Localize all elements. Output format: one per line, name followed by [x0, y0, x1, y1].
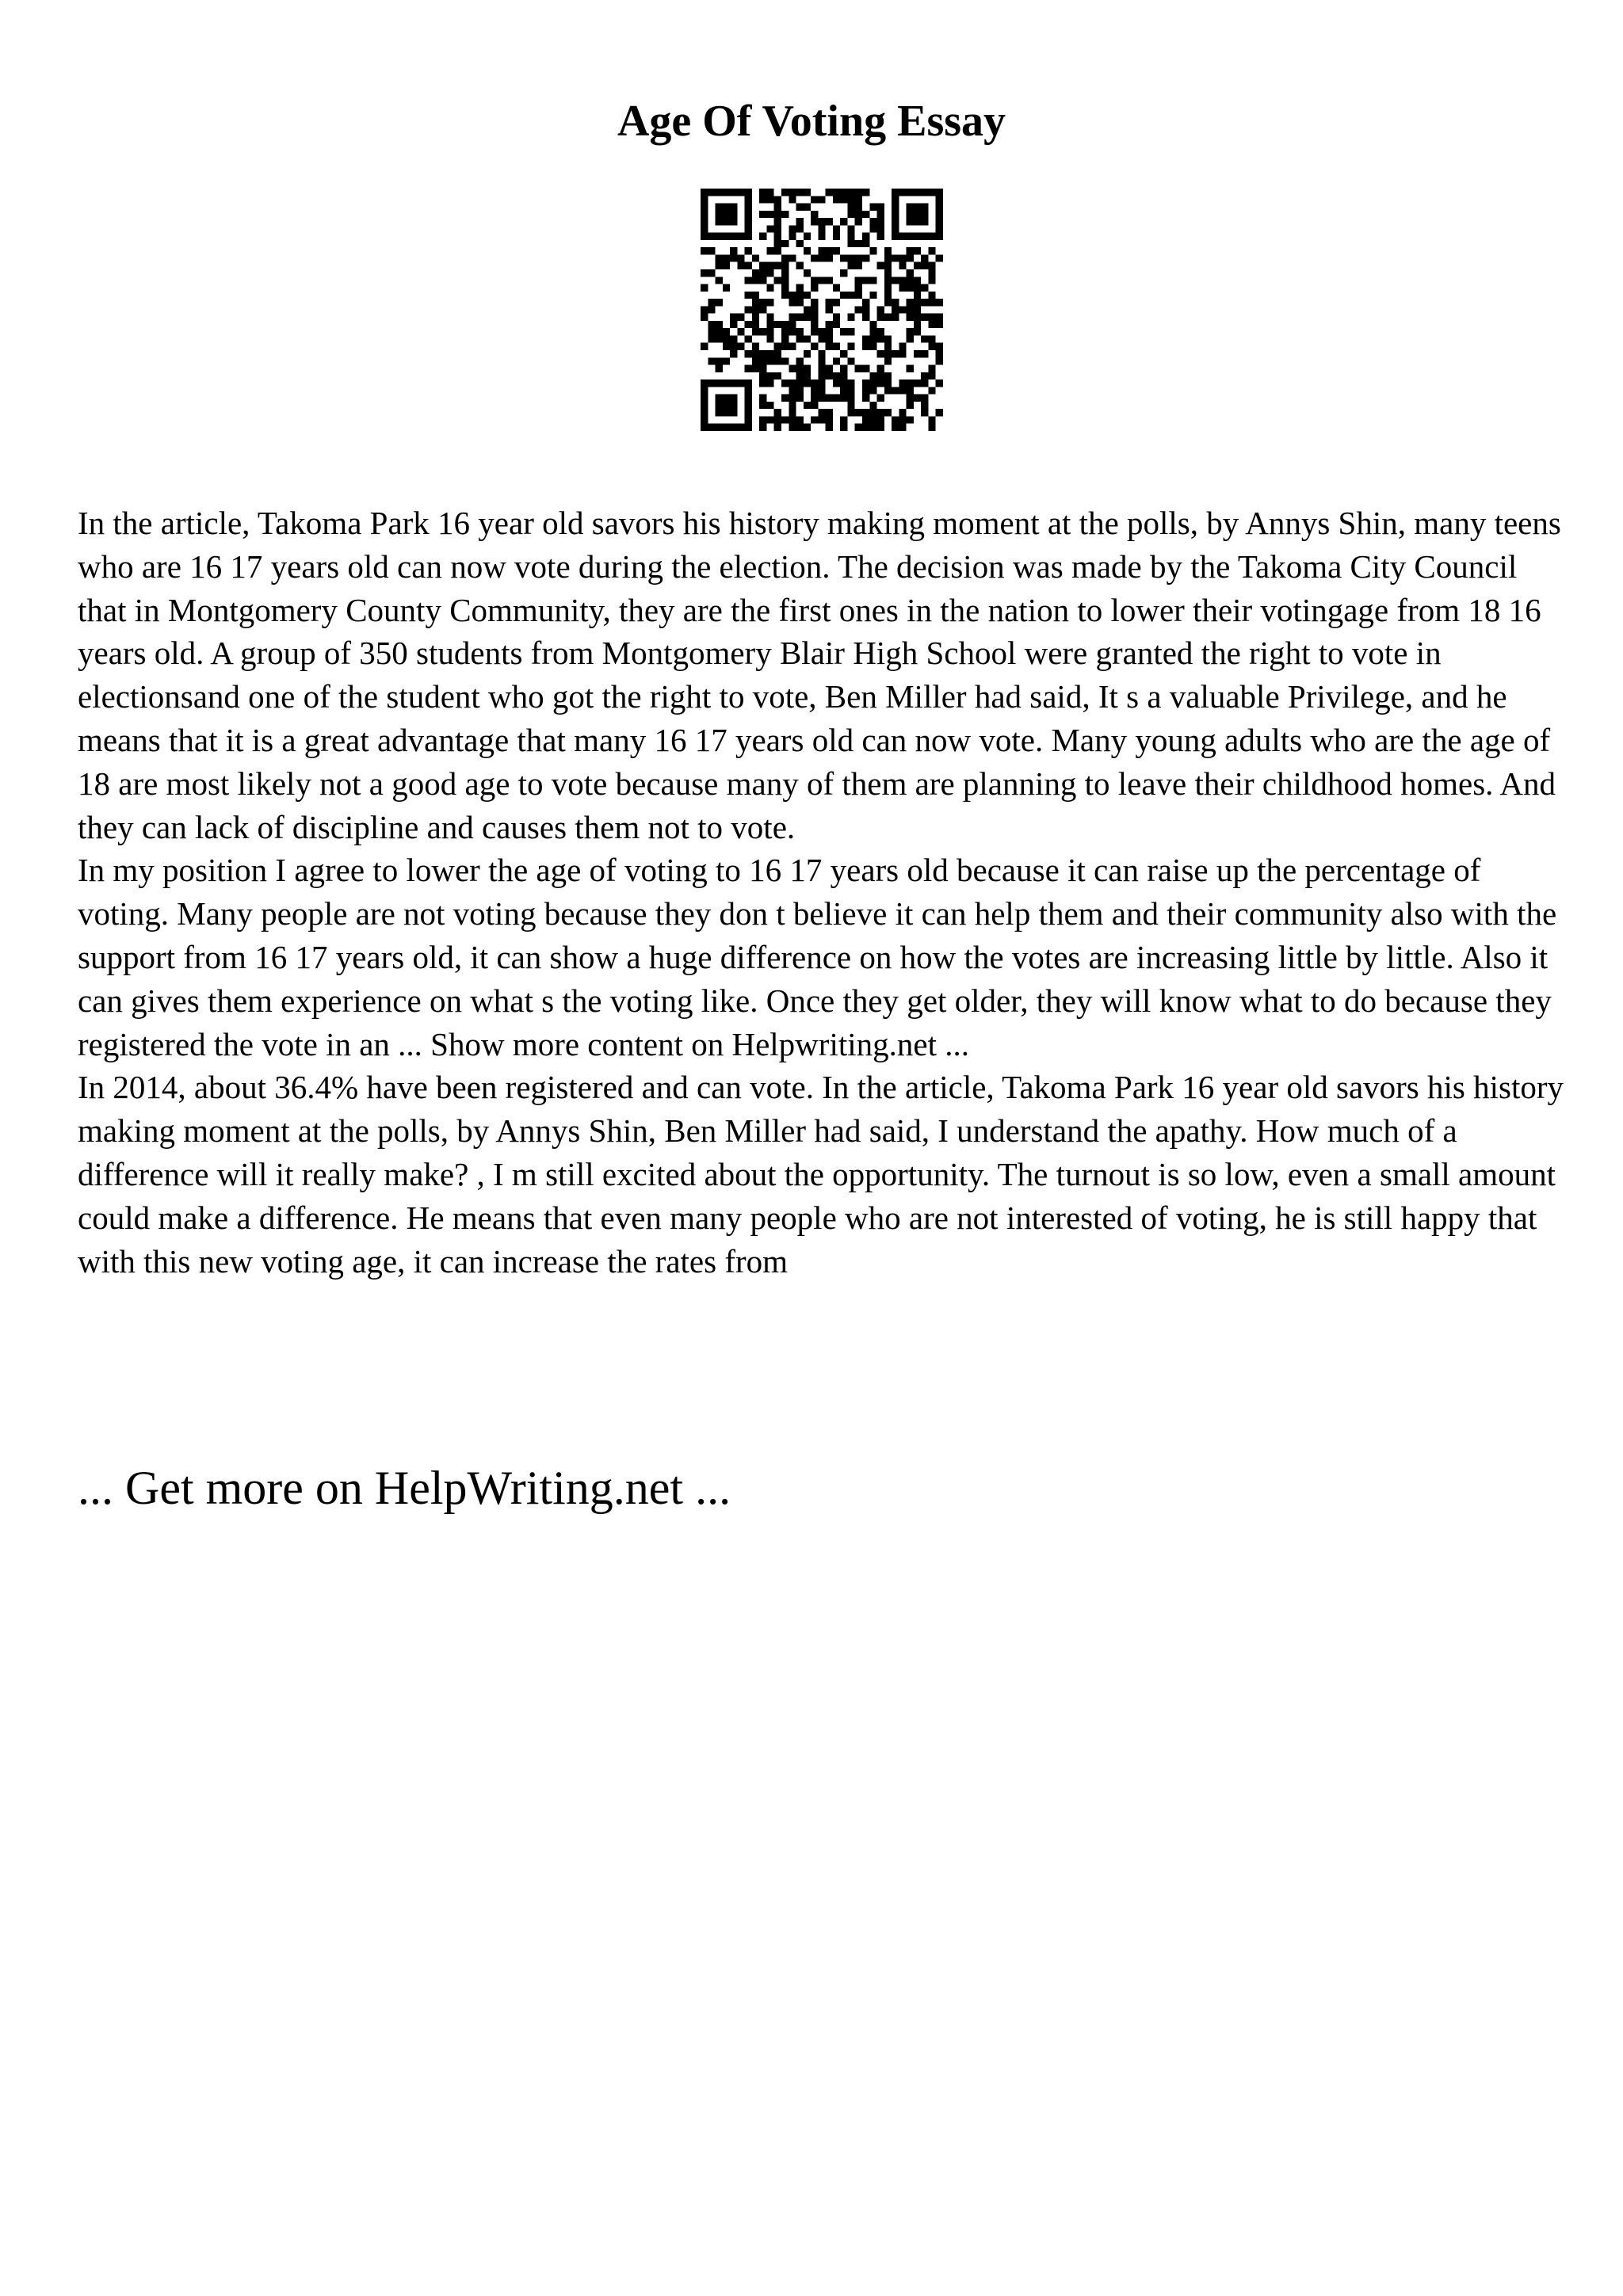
qr-code-icon[interactable]: [701, 189, 943, 431]
essay-paragraph-3: In 2014, about 36.4% have been registered and can vote. In the article, Takoma Park 16 year old savors his history making moment at the polls, by Annys Shin, Ben Miller had said, I understand the apathy. How much of a difference will it really make? , I m still excited about the opportunity. The turnout is so low, even a small amount could make a difference. He means that even many people who are not interested of voting, he is still happy that with this new voting age, it can increase the rates from: [78, 1069, 1564, 1280]
essay-paragraph-1: In the article, Takoma Park 16 year old savors his history making moment at the polls, by Annys Shin, many teens who are 16 17 years old can now vote during the election. The decision was made by the Takoma City Council that in Montgomery County Community, they are the first ones in the nation to lower their votingage from 18 16 years old. A group of 350 students from Montgomery Blair High School were granted the right to vote in electionsand one of the student who got the right to vote, Ben Miller had said, It s a valuable Privilege, and he means that it is a great advantage that many 16 17 years old can now vote. Many young adults who are the age of 18 are most likely not a good age to vote because many of them are planning to leave their childhood homes. And they can lack of discipline and causes them not to vote.: [78, 505, 1561, 845]
get-more-link[interactable]: ... Get more on HelpWriting.net ...: [78, 1462, 731, 1514]
essay-paragraph-2: In my position I agree to lower the age of voting to 16 17 years old because it can raise up the percentage of voting. Many people are not voting because they don t believe it can help them and their community also with the support from 16 17 years old, it can show a huge difference on how the votes are increasing little by little. Also it can gives them experience on what s the voting like. Once they get older, they will know what to do because they registered the vote in an ... Show more content on Helpwriting.net ...: [78, 852, 1557, 1062]
essay-body: [78, 502, 1568, 1283]
page-title: Age Of Voting Essay: [617, 97, 1006, 146]
